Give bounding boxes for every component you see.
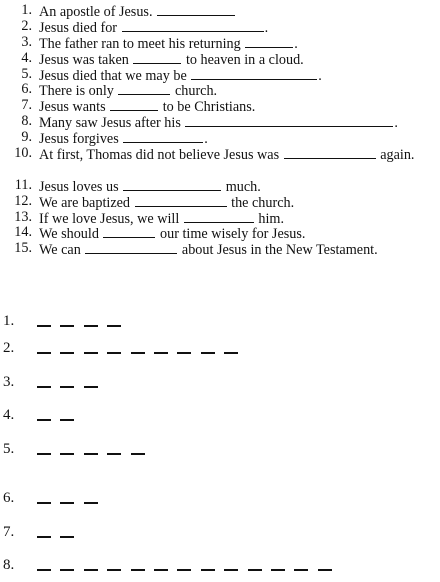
letter-slot[interactable] [60, 569, 74, 571]
fill-in-blank[interactable] [133, 51, 181, 64]
letter-slot[interactable] [177, 352, 191, 354]
clue-text-segment: about Jesus in the New Testament. [181, 242, 378, 259]
clue-item [0, 178, 440, 194]
clue-number: 13. [14, 208, 32, 225]
fill-in-blank[interactable] [103, 225, 155, 238]
clue-list [0, 3, 440, 257]
clue-text-segment: If we love Jesus, we will [39, 210, 180, 227]
letter-slot[interactable] [107, 453, 121, 455]
clue-number: 1. [21, 2, 32, 18]
clue-number: 10. [14, 145, 32, 162]
clue-text-segment: We are baptized [39, 194, 131, 211]
letter-slot[interactable] [37, 536, 51, 538]
clue-text-segment: the church. [231, 194, 295, 211]
answer-row [0, 555, 440, 575]
answer-number: 3. [3, 374, 15, 390]
clue-text-segment: much. [225, 178, 261, 195]
clue-number: 8. [21, 113, 32, 130]
clue-item [0, 146, 440, 178]
letter-slot[interactable] [60, 386, 74, 388]
fill-in-blank[interactable] [185, 114, 393, 127]
fill-in-blank[interactable] [157, 3, 235, 16]
fill-in-blank[interactable] [284, 146, 376, 159]
letter-slot[interactable] [37, 419, 51, 421]
letter-slot[interactable] [60, 453, 74, 455]
clue-text-segment: church. [174, 83, 218, 100]
letter-slot[interactable] [84, 325, 98, 327]
letter-slot[interactable] [107, 325, 121, 327]
clue-text-segment: We should [39, 226, 99, 243]
letter-slot[interactable] [294, 569, 308, 571]
fill-in-blank[interactable] [135, 194, 227, 207]
clue-item [0, 67, 440, 83]
letter-slot[interactable] [60, 419, 74, 421]
clue-number: 2. [21, 17, 32, 34]
clue-text-segment: to heaven in a cloud. [185, 51, 304, 68]
answer-number: 7. [3, 524, 15, 540]
letter-slot[interactable] [131, 453, 145, 455]
clue-text-segment: We can [39, 242, 81, 259]
clue-text [39, 146, 436, 164]
answer-number: 8. [3, 557, 15, 573]
answer-row [0, 522, 440, 542]
answer-row [0, 311, 440, 331]
clue-text-segment: Jesus loves us [39, 178, 119, 195]
clue-number: 6. [21, 81, 32, 98]
letter-slot[interactable] [107, 569, 121, 571]
answer-number: 2. [3, 340, 15, 356]
letter-slot[interactable] [37, 325, 51, 327]
answer-number: 5. [3, 441, 15, 457]
letter-slot[interactable] [84, 569, 98, 571]
letter-slot[interactable] [131, 569, 145, 571]
letter-slot[interactable] [201, 569, 215, 571]
clue-text-segment: Many saw Jesus after his [39, 115, 181, 132]
clue-text-segment: . [204, 131, 208, 148]
clue-text-segment: again. [380, 147, 415, 164]
clue-number: 9. [21, 129, 32, 146]
answer-row [0, 338, 440, 358]
letter-slot[interactable] [37, 352, 51, 354]
clue-text-segment: . [394, 115, 398, 132]
fill-in-blank[interactable] [85, 241, 177, 254]
clue-number: 12. [14, 192, 32, 209]
clue-item [0, 35, 440, 51]
letter-slot[interactable] [37, 502, 51, 504]
answer-row [0, 488, 440, 508]
letter-slot[interactable] [60, 325, 74, 327]
letter-slot[interactable] [84, 453, 98, 455]
clue-item [0, 98, 440, 114]
clue-text-segment: . [264, 19, 269, 36]
clue-item [0, 130, 440, 146]
clue-text-segment: There is only [39, 83, 114, 100]
clue-text-segment: Jesus died for [39, 19, 118, 36]
clue-text-segment: him. [258, 210, 284, 227]
clue-text-segment: At first, Thomas did not believe Jesus was [39, 147, 280, 164]
letter-slot[interactable] [177, 569, 191, 571]
fill-in-blank[interactable] [245, 35, 293, 48]
clue-text-segment: An apostle of Jesus. [39, 4, 153, 20]
clue-item [0, 210, 440, 226]
clue-text-segment: Jesus wants [39, 99, 106, 116]
clue-number: 3. [21, 33, 32, 50]
clue-text-segment: Jesus died that we may be [39, 67, 187, 84]
letter-slot[interactable] [60, 502, 74, 504]
fill-in-blank[interactable] [123, 130, 203, 143]
fill-in-blank[interactable] [118, 82, 170, 95]
clue-number: 4. [21, 49, 32, 66]
clue-number: 11. [14, 176, 32, 193]
fill-in-blank[interactable] [184, 210, 254, 223]
letter-slot[interactable] [84, 502, 98, 504]
clue-number: 7. [21, 97, 32, 114]
answer-row [0, 405, 440, 425]
clue-item [0, 51, 440, 67]
clue-text-segment: The father ran to meet his returning [39, 35, 241, 52]
clue-item [0, 225, 440, 241]
answer-row [0, 439, 440, 459]
clue-item [0, 114, 440, 130]
answer-number: 1. [3, 313, 15, 329]
letter-slot[interactable] [271, 569, 285, 571]
clue-number: 14. [14, 224, 32, 241]
clue-number: 15. [14, 240, 32, 257]
letter-slot[interactable] [318, 569, 332, 571]
clue-item [0, 241, 440, 257]
letter-slot[interactable] [37, 453, 51, 455]
letter-slot[interactable] [224, 569, 238, 571]
answer-number: 4. [3, 407, 15, 423]
clue-text-segment: to be Christians. [162, 99, 256, 116]
clue-text-segment: our time wisely for Jesus. [160, 226, 306, 243]
letter-slot[interactable] [37, 569, 51, 571]
letter-slot[interactable] [37, 386, 51, 388]
letter-slot[interactable] [60, 536, 74, 538]
clue-item [0, 82, 440, 98]
letter-slot[interactable] [201, 352, 215, 354]
letter-slot[interactable] [84, 352, 98, 354]
letter-slot[interactable] [154, 569, 168, 571]
clue-item [0, 194, 440, 210]
letter-slot[interactable] [154, 352, 168, 354]
letter-slot[interactable] [107, 352, 121, 354]
letter-slot[interactable] [60, 352, 74, 354]
answer-row [0, 372, 440, 392]
clue-number: 5. [21, 65, 32, 82]
clue-text-segment: Jesus forgives [39, 131, 119, 148]
clue-text-segment: . [318, 67, 322, 84]
fill-in-blank[interactable] [122, 19, 264, 32]
clue-item [0, 19, 440, 35]
fill-in-blank[interactable] [191, 67, 317, 80]
clue-item [0, 3, 440, 19]
letter-slot[interactable] [131, 352, 145, 354]
letter-slot[interactable] [248, 569, 262, 571]
fill-in-blank[interactable] [123, 178, 221, 191]
clue-text-segment: Jesus was taken [39, 51, 129, 68]
letter-slot[interactable] [224, 352, 238, 354]
clue-text [39, 241, 436, 259]
answer-number: 6. [3, 490, 15, 506]
fill-in-blank[interactable] [110, 98, 158, 111]
clue-text-segment: . [294, 35, 298, 52]
letter-slot[interactable] [84, 386, 98, 388]
